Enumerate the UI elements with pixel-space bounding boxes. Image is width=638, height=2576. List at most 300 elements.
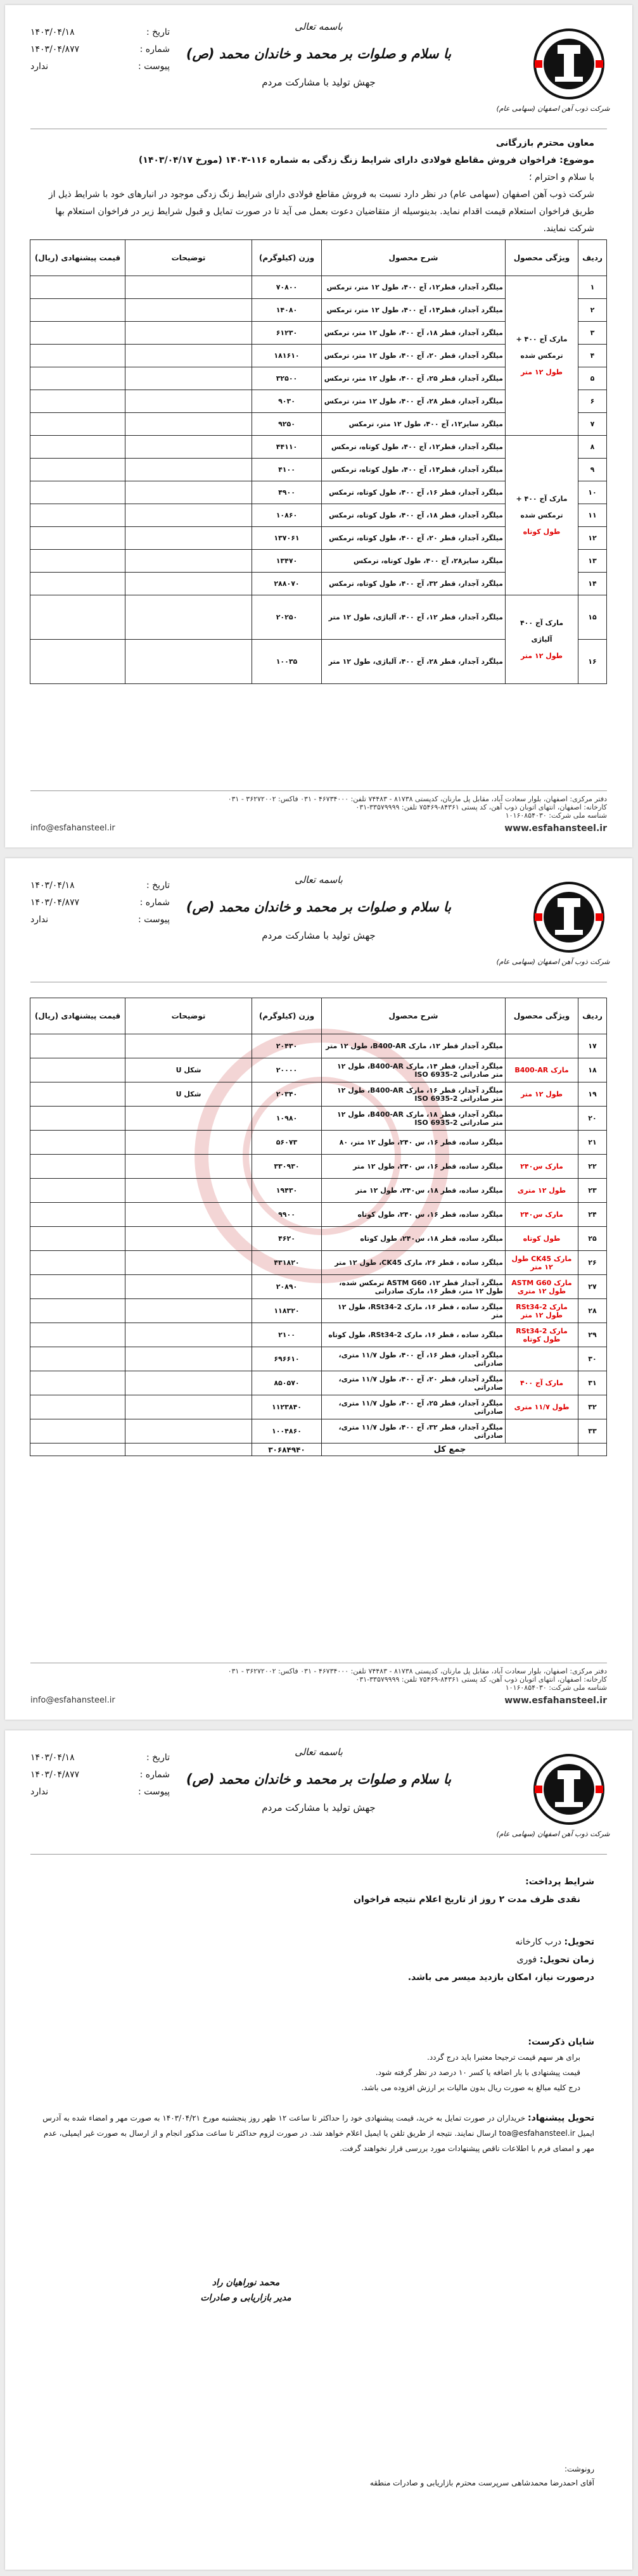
bismillah: باسمه تعالی — [295, 1746, 343, 1758]
price-cell — [30, 1107, 125, 1131]
weight-cell: ۲۰۸۹۰ — [252, 1275, 322, 1299]
spec-cell: طول ۱۲ متری — [506, 1179, 578, 1203]
weight-cell: ۲۱۰۰ — [252, 1323, 322, 1347]
th-spec: ویژگی محصول — [506, 240, 578, 276]
attachment-label: پیوست : — [138, 61, 170, 72]
offer-section — [30, 2110, 594, 2156]
total-row — [30, 1443, 607, 1456]
notes-cell — [125, 595, 252, 640]
notes-cell — [125, 1371, 252, 1395]
spec-cell: مارک آج ۴۰۰ — [506, 1371, 578, 1395]
weight-cell: ۴۳۱۸۲۰ — [252, 1251, 322, 1275]
th-spec: ویژگی محصول — [506, 998, 578, 1034]
spec-cell — [506, 1347, 578, 1371]
note-2: قیمت پیشنهادی با بار اضافه یا کسر ۱۰ درصد در نظر گرفته شود. — [375, 2068, 580, 2077]
footer-website-link[interactable]: www.esfahansteel.ir — [504, 1696, 607, 1706]
subject: موضوع: فراخوان فروش مقاطع فولادی دارای شرایط زنگ زدگی به شماره ۱۱۶-۱۴۰۳ (مورخ ۱۴۰۳/۰۴/۱۷) — [138, 155, 594, 165]
weight-cell: ۲۰۲۵۰ — [252, 595, 322, 640]
payment-section — [30, 1873, 594, 1908]
weight-cell: ۱۰۸۶۰ — [252, 504, 322, 527]
table-header — [30, 998, 607, 1034]
spec-cell — [506, 436, 578, 595]
spec-type: آلیاژی — [531, 635, 552, 644]
table-row — [30, 1082, 607, 1107]
notes-title: شایان ذکرست: — [528, 2037, 594, 2047]
notes-cell — [125, 1227, 252, 1251]
row-number: ۲۱ — [578, 1131, 607, 1155]
spec-cell — [506, 1419, 578, 1443]
description-cell: میلگرد آجدار، قطر ۳۲، آج ۴۰۰، طول کوتاه، ترمکس — [322, 573, 506, 595]
table-row — [30, 1419, 607, 1443]
weight-cell: ۹۰۳۰ — [252, 390, 322, 413]
date-value: ۱۴۰۳/۰۴/۱۸ — [30, 1753, 75, 1763]
row-number: ۸ — [578, 436, 607, 459]
description-cell: میلگرد سایز۲۸، آج ۴۰۰، طول کوتاه، ترمکس — [322, 550, 506, 573]
price-cell — [30, 1347, 125, 1371]
footer-factory: کارخانه: اصفهان، انتهای اتوبان ذوب آهن، کد پستی ۸۴۳۶۱-۷۵۴۶۹ تلفن: ۳۳۵۷۹۹۹۹-۰۳۱ — [355, 803, 607, 811]
description-cell: میلگرد ساده، قطر ۱۶، س ۲۴۰، طول ۱۲ متر، ۸۰ — [322, 1131, 506, 1155]
number-label: شماره : — [139, 44, 170, 54]
row-number: ۱۶ — [578, 640, 607, 684]
table-row — [30, 1107, 607, 1131]
greeting: با سلام و احترام ؛ — [529, 172, 594, 182]
weight-cell: ۱۳۴۷۰ — [252, 550, 322, 573]
notes-cell — [125, 345, 252, 367]
table-row — [30, 1155, 607, 1179]
description-cell: میلگرد آجدار، قطر ۲۰، آج ۴۰۰، طول ۱۱/۷ متری، صادراتی — [322, 1371, 506, 1395]
date-value: ۱۴۰۳/۰۴/۱۸ — [30, 27, 75, 37]
notes-cell — [125, 1275, 252, 1299]
row-number: ۱۸ — [578, 1058, 607, 1082]
attachment-label: پیوست : — [138, 915, 170, 925]
weight-cell: ۱۰۰۴۸۶۰ — [252, 1419, 322, 1443]
items-body-2 — [30, 1034, 607, 1443]
description-cell: میلگرد آجدار، قطر ۱۶، مارک B400-AR، طول ۱۲ متر صادراتی ISO 6935-2 — [322, 1082, 506, 1107]
th-row: ردیف — [578, 240, 607, 276]
note-3: درج کلیه مبالغ به صورت ریال بدون مالیات بر ارزش افزوده می باشد. — [361, 2083, 580, 2092]
notes-cell — [125, 1299, 252, 1323]
bismillah: باسمه تعالی — [295, 874, 343, 885]
letter-meta — [30, 1749, 170, 1801]
signer-name: محمد نوراهیان راد — [212, 2278, 280, 2288]
page-footer — [30, 790, 607, 834]
description-cell: میلگرد آجدار، قطر ۲۰، آج ۴۰۰، طول کوتاه، ترمکس — [322, 527, 506, 550]
delivery-section — [30, 1933, 594, 1986]
footer-website-link[interactable]: www.esfahansteel.ir — [504, 823, 607, 834]
offer-body: خریداران در صورت تمایل به خرید، قیمت پیشنهادی خود را حداکثر تا ساعت ۱۲ ظهر روز پنجشنبه مورخ ۱۴۰۳/۰۴/۲۱ به صورت مهر و امضاء شده به آدرس ایمیل toa@esfahansteel.ir ارسال نمایند. نتیجه از طریق تلفن یا ایمیل اعلام خواهد شد. در صورت لزوم حداکثر تا ساعت مذکور انجام و از ارسال به صورت غیر ایمیلی، عدم مهر و امضای فرم با اطلاعات ناقص پیشنهادات مورد بررسی قرار نخواهند گرفت. — [42, 2114, 594, 2153]
letter-intro — [30, 135, 594, 238]
spec-cell — [506, 1107, 578, 1131]
price-cell — [30, 1419, 125, 1443]
spec-type: ترمکس شده — [520, 351, 563, 360]
row-number: ۵ — [578, 367, 607, 390]
price-cell — [30, 276, 125, 299]
notes-cell — [125, 436, 252, 459]
price-cell — [30, 367, 125, 390]
description-cell: میلگرد آجدار، قطر ۱۸، آج ۴۰۰، طول کوتاه، ترمکس — [322, 504, 506, 527]
notes-cell — [125, 550, 252, 573]
row-number: ۲۰ — [578, 1107, 607, 1131]
spec-cell: طول ۱۱/۷ متری — [506, 1395, 578, 1419]
price-cell — [30, 1058, 125, 1082]
row-number: ۱۰ — [578, 481, 607, 504]
salawat: با سلام و صلوات بر محمد و خاندان محمد (ص) — [186, 1772, 452, 1787]
description-cell: میلگرد آجدار، قطر ۲۸، آج ۴۰۰، آلیاژی، طول ۱۲ متر — [322, 640, 506, 684]
th-notes: توضیحات — [125, 998, 252, 1034]
attachment-label: پیوست : — [138, 1787, 170, 1797]
notes-cell — [125, 1323, 252, 1347]
spec-cell: مارک B400-AR — [506, 1058, 578, 1082]
th-notes: توضیحات — [125, 240, 252, 276]
attachment-value: ندارد — [30, 61, 49, 72]
date-label: تاریخ : — [146, 880, 170, 891]
spec-cell: طول کوتاه — [506, 1227, 578, 1251]
spec-cell: مارک س۲۴۰ — [506, 1155, 578, 1179]
notes-cell — [125, 1155, 252, 1179]
weight-cell: ۶۹۶۶۱۰ — [252, 1347, 322, 1371]
row-number: ۱ — [578, 276, 607, 299]
price-cell — [30, 1371, 125, 1395]
price-cell — [30, 1299, 125, 1323]
row-number: ۳۳ — [578, 1419, 607, 1443]
description-cell: میلگرد آجدار، قطر ۱۸، مارک B400-AR، طول ۱۲ متر صادراتی ISO 6935-2 — [322, 1107, 506, 1131]
letter-page-3 — [5, 1730, 632, 2570]
price-cell — [30, 1131, 125, 1155]
th-weight: وزن (کیلوگرم) — [252, 240, 322, 276]
description-cell: میلگرد آجدار، قطر ۲۵، آج ۴۰۰، طول ۱۲ متر، ترمکس — [322, 367, 506, 390]
table-row — [30, 1179, 607, 1203]
weight-cell: ۱۱۸۳۲۰ — [252, 1299, 322, 1323]
description-cell: میلگرد آجدار، قطر ۱۶، آج ۴۰۰، طول ۱۱/۷ متری، صادراتی — [322, 1347, 506, 1371]
price-cell — [30, 481, 125, 504]
description-cell: میلگرد آجدار، قطر ۱۶، آج ۴۰۰، طول کوتاه، ترمکس — [322, 481, 506, 504]
description-cell: میلگرد آجدار، قطر ۱۴، مارک B400-AR، طول ۱۲ متر صادراتی ISO 6935-2 — [322, 1058, 506, 1082]
weight-cell: ۴۴۱۱۰ — [252, 436, 322, 459]
notes-cell — [125, 640, 252, 684]
footer-email-link[interactable]: info@esfahansteel.ir — [30, 1696, 115, 1705]
notes-cell — [125, 1251, 252, 1275]
description-cell: میلگرد آجدار، قطر۱۴، آج ۴۰۰، طول کوتاه، ترمکس — [322, 459, 506, 481]
notes-cell — [125, 367, 252, 390]
price-cell — [30, 413, 125, 436]
payment-term: نقدی ظرف مدت ۲ روز از تاریخ اعلام نتیجه فراخوان — [353, 1894, 580, 1905]
weight-cell: ۸۵۰۵۷۰ — [252, 1371, 322, 1395]
total-value: ۳۰۶۸۴۹۴۰ — [252, 1443, 322, 1456]
description-cell: میلگرد ساده، قطر ۱۶، س ۲۴۰، طول کوتاه — [322, 1203, 506, 1227]
company-logo-icon — [531, 26, 607, 102]
row-number: ۱۱ — [578, 504, 607, 527]
row-number: ۲۲ — [578, 1155, 607, 1179]
table-row — [30, 1251, 607, 1275]
spec-cell: مارک CK45 طول ۱۲ متر — [506, 1251, 578, 1275]
notes-cell — [125, 1131, 252, 1155]
row-number: ۱۷ — [578, 1034, 607, 1058]
weight-cell: ۱۳۷۰۶۱ — [252, 527, 322, 550]
weight-cell: ۴۱۰۰ — [252, 459, 322, 481]
price-cell — [30, 1251, 125, 1275]
salawat: با سلام و صلوات بر محمد و خاندان محمد (ص) — [186, 899, 452, 915]
weight-cell: ۱۰۹۸۰ — [252, 1107, 322, 1131]
price-cell — [30, 436, 125, 459]
intro-body: شرکت ذوب آهن اصفهان (سهامی عام) در نظر دارد نسبت به فروش مقاطع فولادی دارای شرایط زنگ زدگی موجود در انبارهای خود با شرایط ذیل از طریق فراخوان استعلام قیمت اقدام نماید. بدینوسیله از متقاضیان دعوت بعمل می آید تا در صورت تمایل و قبول شرایط زیر در فراخوان استعلام بها شرکت نمایند. — [48, 189, 594, 234]
spec-cell: مارک RSt34-2 طول کوتاه — [506, 1323, 578, 1347]
date-value: ۱۴۰۳/۰۴/۱۸ — [30, 880, 75, 891]
signature-block — [176, 2275, 316, 2306]
description-cell: میلگرد آجدار، قطر ۱۲، آج ۴۰۰، آلیاژی، طول ۱۲ متر — [322, 595, 506, 640]
spec-length: طول ۱۲ متر — [520, 651, 563, 660]
spec-length: طول کوتاه — [523, 527, 561, 536]
th-weight: وزن (کیلوگرم) — [252, 998, 322, 1034]
spec-cell: مارک س۲۴۰ — [506, 1203, 578, 1227]
row-number: ۲ — [578, 299, 607, 322]
description-cell: میلگرد آجدار، قطر۱۴، آج ۴۰۰، طول ۱۲ متر، ترمکس — [322, 299, 506, 322]
payment-title: شرایط پرداخت: — [525, 1877, 594, 1887]
notes-cell — [125, 1107, 252, 1131]
spec-cell — [506, 1034, 578, 1058]
table-row — [30, 1275, 607, 1299]
table-row — [30, 276, 607, 299]
weight-cell: ۱۴۰۸۰ — [252, 299, 322, 322]
letter-page-2 — [5, 858, 632, 1720]
footer-factory: کارخانه: اصفهان، انتهای اتوبان ذوب آهن، کد پستی ۸۴۳۶۱-۷۵۴۶۹ تلفن: ۳۳۵۷۹۹۹۹-۰۳۱ — [355, 1675, 607, 1684]
footer-office: دفتر مرکزی: اصفهان، بلوار سعادت آباد، مقابل پل مارنان، کدپستی ۸۱۷۳۸ - ۷۴۴۸۳ تلفن: ۴۶۷۳۴۰۰۰ - ۰۳۱ فاکس: ۳۶۲۷۲۰۰۲ - ۰۳۱ — [227, 795, 607, 803]
row-number: ۳۰ — [578, 1347, 607, 1371]
row-number: ۱۴ — [578, 573, 607, 595]
number-value: ۱۴۰۳/۰۴/۸۷۷ — [30, 898, 80, 908]
price-cell — [30, 1395, 125, 1419]
weight-cell: ۲۰۰۰۰ — [252, 1058, 322, 1082]
notes-cell — [125, 1347, 252, 1371]
spec-mark: مارک آج ۴۰۰ — [520, 618, 564, 627]
notes-cell — [125, 459, 252, 481]
table-row — [30, 1034, 607, 1058]
notes-cell — [125, 527, 252, 550]
row-number: ۱۹ — [578, 1082, 607, 1107]
price-cell — [30, 595, 125, 640]
weight-cell: ۳۲۵۰۰ — [252, 367, 322, 390]
weight-cell: ۲۸۸۰۷۰ — [252, 573, 322, 595]
attachment-value: ندارد — [30, 915, 49, 925]
date-label: تاریخ : — [146, 1753, 170, 1763]
letter-meta — [30, 24, 170, 75]
weight-cell: ۹۲۵۰ — [252, 413, 322, 436]
offer-title: تحویل پیشنهاد: — [528, 2113, 594, 2123]
notes-cell — [125, 1203, 252, 1227]
price-cell — [30, 322, 125, 345]
addressee: معاون محترم بازرگانی — [495, 138, 594, 148]
th-desc: شرح محصول — [322, 998, 506, 1034]
th-price: قیمت پیشنهادی (ریال) — [30, 998, 125, 1034]
spec-cell: مارک RSt34-2 طول ۱۲ متر — [506, 1299, 578, 1323]
letterhead — [30, 21, 610, 116]
th-row: ردیف — [578, 998, 607, 1034]
notes-cell: شکل U — [125, 1058, 252, 1082]
weight-cell: ۷۰۸۰۰ — [252, 276, 322, 299]
visit-note: درصورت نیاز، امکان بازدید میسر می باشد. — [407, 1972, 594, 1983]
row-number: ۱۵ — [578, 595, 607, 640]
description-cell: میلگرد ساده، قطر ۱۸، س۲۴۰، طول کوتاه — [322, 1227, 506, 1251]
notes-cell — [125, 390, 252, 413]
spec-length: طول ۱۲ متر — [520, 367, 563, 376]
price-cell — [30, 550, 125, 573]
spec-type: ترمکس شده — [520, 511, 563, 519]
delivery-time-title: زمان تحویل: — [539, 1955, 594, 1965]
price-cell — [30, 640, 125, 684]
notes-cell — [125, 299, 252, 322]
price-cell — [30, 1179, 125, 1203]
spec-cell — [506, 1131, 578, 1155]
table-row — [30, 436, 607, 459]
footer-office: دفتر مرکزی: اصفهان، بلوار سعادت آباد، مقابل پل مارنان، کدپستی ۸۱۷۳۸ - ۷۴۴۸۳ تلفن: ۴۶۷۳۴۰۰۰ - ۰۳۱ فاکس: ۳۶۲۷۲۰۰۲ - ۰۳۱ — [227, 1667, 607, 1675]
signer-title: مدیر بازاریابی و صادرات — [200, 2293, 291, 2303]
row-number: ۲۳ — [578, 1179, 607, 1203]
items-body-1 — [30, 276, 607, 684]
price-cell — [30, 1275, 125, 1299]
header-divider — [30, 1854, 607, 1855]
notes-cell — [125, 1034, 252, 1058]
attachment-value: ندارد — [30, 1787, 49, 1797]
description-cell: میلگرد ساده، قطر ۱۸، س۲۴۰، طول ۱۲ متر — [322, 1179, 506, 1203]
price-cell — [30, 1082, 125, 1107]
notes-cell — [125, 322, 252, 345]
weight-cell: ۵۶۰۷۳ — [252, 1131, 322, 1155]
price-cell — [30, 459, 125, 481]
weight-cell: ۲۰۳۴۰ — [252, 1082, 322, 1107]
price-cell — [30, 299, 125, 322]
description-cell: میلگرد ساده ، قطر ۲۶، مارک CK45، طول ۱۲ متر — [322, 1251, 506, 1275]
company-logo-icon — [531, 879, 607, 955]
table-row — [30, 1371, 607, 1395]
slogan: جهش تولید با مشارکت مردم — [262, 77, 376, 88]
company-name: شرکت ذوب آهن اصفهان (سهامی عام) — [496, 105, 610, 113]
weight-cell: ۱۰۰۳۵ — [252, 640, 322, 684]
row-number: ۴ — [578, 345, 607, 367]
bismillah: باسمه تعالی — [295, 21, 343, 32]
letter-page-1 — [5, 5, 632, 847]
spec-cell: طول ۱۲ متر — [506, 1082, 578, 1107]
table-row — [30, 1395, 607, 1419]
description-cell: میلگرد آجدار، قطر ۲۸، آج ۴۰۰، طول ۱۲ متر، ترمکس — [322, 390, 506, 413]
spec-cell: مارک ASTM G60 طول ۱۲ متری — [506, 1275, 578, 1299]
number-label: شماره : — [139, 898, 170, 908]
table-row — [30, 1323, 607, 1347]
description-cell: میلگرد سایز۱۲، آج ۴۰۰، طول ۱۲ متر، ترمکس — [322, 413, 506, 436]
delivery-time-value: فوری — [516, 1955, 537, 1965]
description-cell: میلگرد آجدار قطر ۱۲، مارک B400-AR، طول ۱۲ متر — [322, 1034, 506, 1058]
price-cell — [30, 573, 125, 595]
notes-cell: شکل U — [125, 1082, 252, 1107]
cc-block — [370, 2462, 594, 2490]
letterhead — [30, 874, 610, 969]
weight-cell: ۴۶۲۰ — [252, 1227, 322, 1251]
th-desc: شرح محصول — [322, 240, 506, 276]
price-cell — [30, 527, 125, 550]
price-cell — [30, 1323, 125, 1347]
company-logo-icon — [531, 1751, 607, 1827]
notes-cell — [125, 573, 252, 595]
footer-email-link[interactable]: info@esfahansteel.ir — [30, 823, 115, 833]
price-cell — [30, 1034, 125, 1058]
description-cell: میلگرد ساده ، قطر ۱۶، مارک RSt34-2، طول کوتاه — [322, 1323, 506, 1347]
notes-cell — [125, 413, 252, 436]
row-number: ۲۷ — [578, 1275, 607, 1299]
price-cell — [30, 1227, 125, 1251]
slogan: جهش تولید با مشارکت مردم — [262, 1802, 376, 1813]
notes-section — [30, 2034, 594, 2095]
description-cell: میلگرد آجدار، قطر۱۲، آج ۴۰۰، طول کوتاه، ترمکس — [322, 436, 506, 459]
footer-id: شناسه ملی شرکت: ۱۰۱۶۰۸۵۴۰۳۰ — [505, 811, 607, 820]
page-footer — [30, 1663, 607, 1706]
table-row — [30, 1299, 607, 1323]
cc-title: رونوشت: — [564, 2465, 594, 2473]
delivery-title: تحویل: — [564, 1937, 594, 1947]
letter-meta — [30, 877, 170, 929]
description-cell: میلگرد آجدار، قطر ۲۰، آج ۴۰۰، طول ۱۲ متر، ترمکس — [322, 345, 506, 367]
items-table-1 — [30, 239, 607, 684]
number-value: ۱۴۰۳/۰۴/۸۷۷ — [30, 1770, 80, 1780]
items-table-2 — [30, 998, 607, 1456]
salawat: با سلام و صلوات بر محمد و خاندان محمد (ص) — [186, 46, 452, 61]
row-number: ۹ — [578, 459, 607, 481]
description-cell: میلگرد آجدار، قطر۱۲، آج ۴۰۰، طول ۱۲ متر، ترمکس — [322, 276, 506, 299]
total-label: جمع کل — [322, 1443, 578, 1456]
notes-cell — [125, 481, 252, 504]
th-price: قیمت پیشنهادی (ریال) — [30, 240, 125, 276]
slogan: جهش تولید با مشارکت مردم — [262, 930, 376, 941]
description-cell: میلگرد آجدار، قطر ۳۲، آج ۴۰۰، طول ۱۱/۷ متری، صادراتی — [322, 1419, 506, 1443]
weight-cell: ۹۹۰۰ — [252, 1203, 322, 1227]
price-cell — [30, 390, 125, 413]
weight-cell: ۱۸۱۶۱۰ — [252, 345, 322, 367]
letterhead — [30, 1746, 610, 1841]
spec-cell — [506, 595, 578, 684]
table-row — [30, 1203, 607, 1227]
footer-id: شناسه ملی شرکت: ۱۰۱۶۰۸۵۴۰۳۰ — [505, 1684, 607, 1692]
description-cell: میلگرد ساده ، قطر ۱۶، مارک RSt34-2، طول ۱۲ متر — [322, 1299, 506, 1323]
notes-cell — [125, 276, 252, 299]
weight-cell: ۱۱۲۳۸۴۰ — [252, 1395, 322, 1419]
description-cell: میلگرد آجدار قطر ۱۲، ASTM G60 ترمکس شده، طول ۱۲ متر، قطر ۱۶، مارک صادراتی — [322, 1275, 506, 1299]
row-number: ۶ — [578, 390, 607, 413]
number-label: شماره : — [139, 1770, 170, 1780]
delivery-value: درب کارخانه — [515, 1937, 562, 1947]
row-number: ۲۸ — [578, 1299, 607, 1323]
weight-cell: ۱۹۴۳۰ — [252, 1179, 322, 1203]
table-row — [30, 1227, 607, 1251]
price-cell — [30, 345, 125, 367]
table-row — [30, 595, 607, 640]
row-number: ۱۳ — [578, 550, 607, 573]
notes-cell — [125, 1395, 252, 1419]
row-number: ۳ — [578, 322, 607, 345]
number-value: ۱۴۰۳/۰۴/۸۷۷ — [30, 44, 80, 54]
weight-cell: ۶۱۲۳۰ — [252, 322, 322, 345]
table-row — [30, 1347, 607, 1371]
price-cell — [30, 1155, 125, 1179]
row-number: ۷ — [578, 413, 607, 436]
cc-body: آقای احمدرضا محمدشاهی سرپرست محترم بازاریابی و صادرات منطقه — [369, 2478, 594, 2487]
table-header — [30, 240, 607, 276]
price-cell — [30, 1203, 125, 1227]
weight-cell: ۴۹۰۰ — [252, 481, 322, 504]
row-number: ۲۵ — [578, 1227, 607, 1251]
notes-cell — [125, 1179, 252, 1203]
table-row — [30, 1131, 607, 1155]
company-name: شرکت ذوب آهن اصفهان (سهامی عام) — [496, 958, 610, 966]
row-number: ۱۲ — [578, 527, 607, 550]
notes-cell — [125, 1419, 252, 1443]
notes-cell — [125, 504, 252, 527]
